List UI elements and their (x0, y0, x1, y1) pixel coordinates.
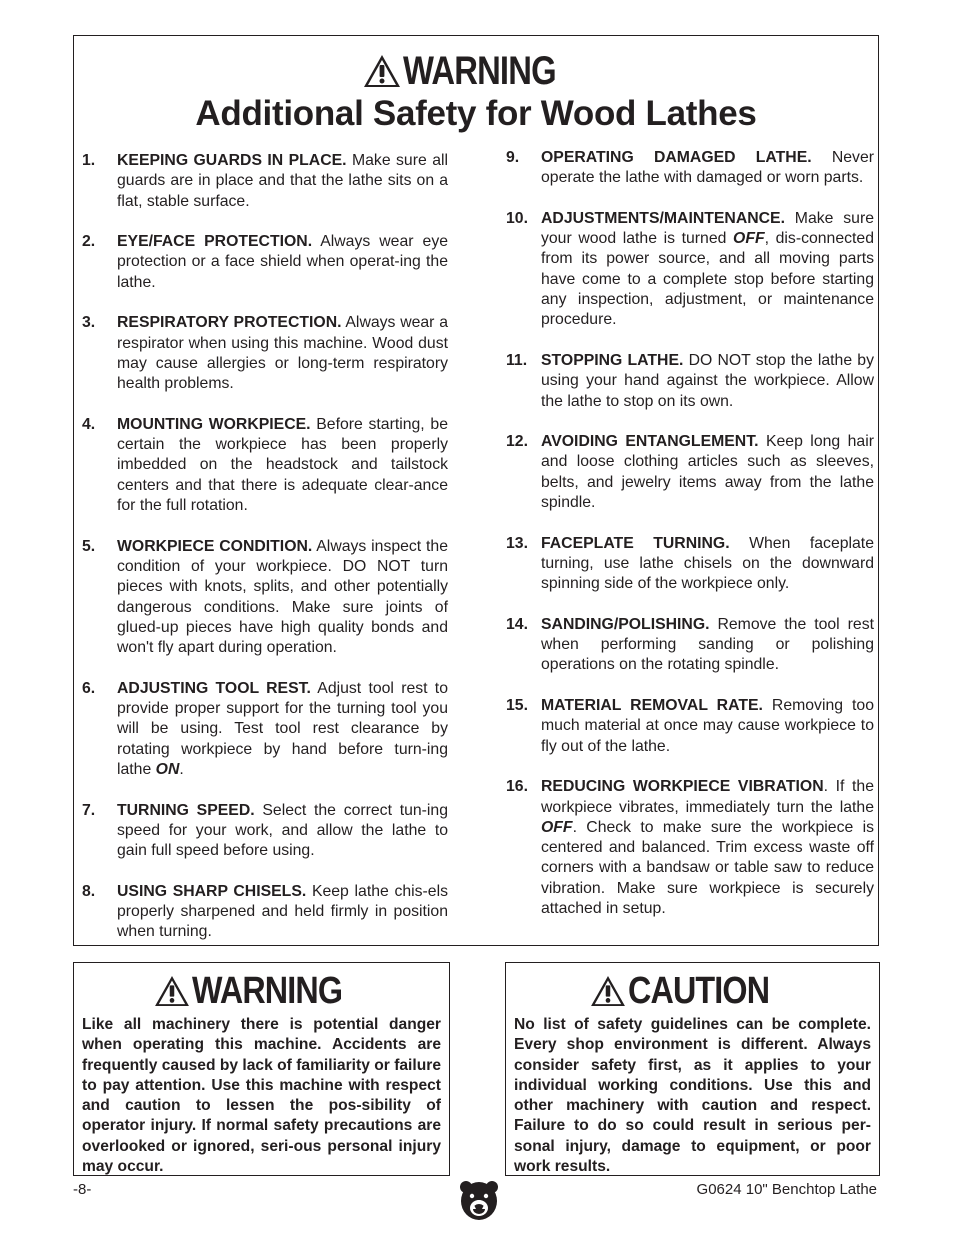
item-body: Make sure all guards are in place and that the lathe sits on a flat, stable surface. (117, 152, 448, 210)
warning-box-text: Like all machinery there is potential danger when operating this machine. Accidents are frequently caused by lack of familiarity or failure to pay attention. Use this machine with respect and caution to lessen the pos-sibility of operator injury. If normal safety precautions are overlooked or ignored, seri-ous personal injury may occur. (82, 1016, 441, 1176)
item-body: DO NOT stop the lathe by using your hand against the workpiece. Allow the lathe to stop on its own. (541, 351, 874, 410)
item-number: 16. (506, 778, 528, 796)
item-text (541, 777, 874, 919)
warning-word: WARNING (402, 49, 556, 93)
item-title: WORKPIECE CONDITION. (117, 537, 313, 555)
list-item (82, 882, 448, 943)
item-title: USING SHARP CHISELS. (117, 882, 307, 900)
item-body-end: . Check to make sure the workpiece is centered and balanced. Trim excess waste off corners with a bandsaw or table saw to reduce vibration. Make sure workpiece is securely attached in setup. (541, 818, 874, 917)
item-body: Keep long hair and loose clothing articles such as sleeves, belts, and jewelry items away from the lathe spindle. (541, 433, 874, 512)
item-number: 3. (82, 314, 96, 332)
list-item (82, 151, 448, 212)
item-text (541, 209, 874, 331)
item-number: 10. (506, 209, 528, 227)
safety-header (74, 48, 878, 134)
item-text (541, 534, 874, 595)
item-text (117, 882, 448, 943)
emphasis-on: ON (155, 760, 180, 778)
list-item (506, 148, 874, 189)
item-text (541, 615, 874, 676)
page-number: -8- (73, 1181, 92, 1198)
wood-lathe-safety-box (73, 35, 879, 946)
item-title: REDUCING WORKPIECE VIBRATION (541, 778, 824, 796)
item-number: 6. (82, 679, 96, 697)
caution-box-word: CAUTION (628, 970, 770, 1012)
item-title: AVOIDING ENTANGLEMENT. (541, 433, 759, 451)
item-number: 4. (82, 415, 96, 433)
list-item (82, 313, 448, 394)
item-text (117, 151, 448, 212)
item-body: . If the workpiece vibrates, immediately turn the lathe (541, 778, 874, 816)
item-body: Always wear a respirator when using this machine. Wood dust may cause allergies or long-term respiratory health problems. (117, 314, 448, 393)
item-text (117, 679, 448, 780)
caution-triangle-icon (590, 975, 626, 1007)
warning-box (73, 962, 450, 1176)
item-text (117, 537, 448, 659)
item-body: Always inspect the condition of your workpiece. DO NOT turn pieces with knots, splits, and other potentially dangerous conditions. Make sure joints of glued-up pieces have high quality bonds and won't fly apart during operation. (117, 537, 448, 657)
item-body: Make sure your wood lathe is turned (541, 209, 874, 248)
item-number: 12. (506, 433, 528, 451)
right-column (506, 148, 874, 940)
caution-box (505, 962, 880, 1176)
item-title: FACEPLATE TURNING. (541, 534, 730, 552)
item-number: 11. (506, 351, 528, 369)
item-number: 15. (506, 697, 528, 715)
item-text (117, 313, 448, 394)
item-title: ADJUSTING TOOL REST. (117, 679, 311, 697)
caution-box-heading (506, 969, 879, 1013)
item-body-end: , dis-connected from its power source, and all moving parts have come to a complete stop before starting any inspection, adjustment, or maintenance procedure. (541, 230, 874, 329)
item-body: Select the correct tun-ing speed for your work, and allow the lathe to gain full speed before using. (117, 801, 449, 860)
page-title: Additional Safety for Wood Lathes (195, 94, 757, 133)
item-body: Always wear eye protection or a face shield when operat-ing the lathe. (117, 233, 448, 291)
item-text (117, 232, 448, 293)
item-title: RESPIRATORY PROTECTION. (117, 314, 342, 332)
item-body: Before starting, be certain the workpiece has been properly imbedded on the headstock and tailstock centers and that there is adequate clear-ance for the full rotation. (117, 415, 448, 515)
list-item (506, 534, 874, 595)
item-text (117, 415, 448, 516)
warning-heading (74, 48, 878, 94)
item-title: MOUNTING WORKPIECE. (117, 415, 311, 433)
item-number: 13. (506, 534, 528, 552)
list-item (82, 801, 448, 862)
warning-box-heading (74, 969, 449, 1013)
item-title: SANDING/POLISHING. (541, 615, 710, 633)
item-body: Never operate the lathe with damaged or worn parts. (541, 149, 875, 187)
item-title: OPERATING DAMAGED LATHE. (541, 149, 812, 166)
bear-logo-icon (457, 1178, 501, 1222)
item-text (117, 801, 448, 862)
model-name: G0624 10" Benchtop Lathe (696, 1181, 877, 1198)
item-title: ADJUSTMENTS/MAINTENANCE. (541, 209, 785, 227)
list-item (82, 232, 448, 293)
item-body: Removing too much material at once may cause workpiece to fly out of the lathe. (541, 697, 874, 755)
warning-box-word: WARNING (192, 970, 343, 1012)
list-item (506, 696, 874, 757)
list-item (506, 432, 874, 513)
list-item (82, 537, 448, 659)
item-body: When faceplate turning, use lathe chisels on the downward spinning side of the workpiece only. (541, 534, 874, 593)
item-text (541, 696, 874, 757)
item-title: KEEPING GUARDS IN PLACE. (117, 152, 347, 169)
list-item (506, 615, 874, 676)
list-item (506, 777, 874, 919)
item-title: STOPPING LATHE. (541, 351, 684, 369)
item-number: 14. (506, 615, 528, 633)
item-number: 2. (82, 233, 96, 251)
item-number: 1. (82, 152, 96, 169)
item-number: 9. (506, 149, 520, 166)
item-number: 5. (82, 537, 96, 555)
item-body-end: . (179, 760, 184, 778)
list-item (82, 415, 448, 516)
item-text (541, 432, 874, 513)
warning-triangle-icon (363, 54, 401, 88)
left-column (82, 151, 448, 963)
item-body: Adjust tool rest to provide proper support for the turning tool you will be using. Test tool rest clearance by rotating workpiece by hand before turn-ing lathe (117, 679, 448, 778)
emphasis-off: OFF (541, 818, 573, 836)
item-text (541, 351, 874, 412)
emphasis-off: OFF (733, 230, 765, 248)
item-number: 7. (82, 801, 96, 819)
item-title: MATERIAL REMOVAL RATE. (541, 697, 763, 715)
item-title: TURNING SPEED. (117, 801, 255, 819)
list-item (506, 209, 874, 331)
item-title: EYE/FACE PROTECTION. (117, 233, 313, 251)
warning-triangle-icon (154, 975, 190, 1007)
caution-box-text: No list of safety guidelines can be complete. Every shop environment is different. Always consider safety first, as it applies to your individual working conditions. Use this and other machinery with caution and respect. Failure to do so could result in serious per-sonal injury, damage to equipment, or poor work results. (514, 1016, 871, 1176)
list-item (82, 679, 448, 780)
item-body: Keep lathe chis-els properly sharpened and held firmly in position when turning. (117, 882, 448, 941)
item-body: Remove the tool rest when performing sanding or polishing operations on the rotating spindle. (541, 615, 874, 674)
item-number: 8. (82, 882, 96, 900)
list-item (506, 351, 874, 412)
item-text (541, 148, 874, 189)
